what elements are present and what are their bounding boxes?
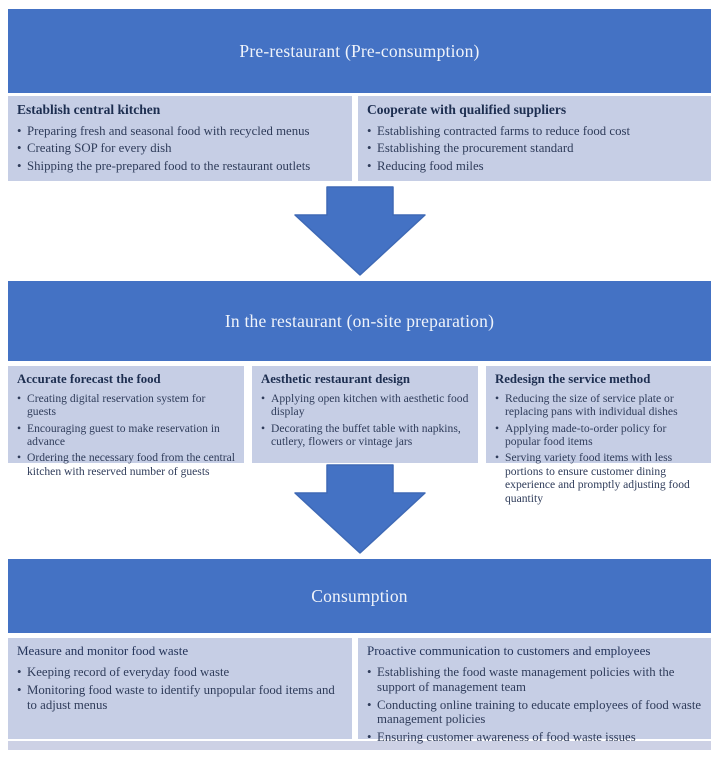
bullet-item: • Reducing the size of service plate or replacing pans with individual dishes xyxy=(495,392,703,419)
bullet-list xyxy=(367,665,703,745)
bullet-list xyxy=(367,124,703,175)
bullet-item: • Establishing contracted farms to reduce food cost xyxy=(367,124,703,139)
bullet-list xyxy=(17,392,236,479)
bullet-item: • Creating digital reservation system for guests xyxy=(17,392,236,419)
bullet-item: • Applying open kitchen with aesthetic food display xyxy=(261,392,470,419)
bullet-list xyxy=(17,124,344,175)
strategy-box-accurate-forecast xyxy=(8,366,244,478)
box-heading: Establish central kitchen xyxy=(17,102,161,117)
strategy-box-measure-monitor xyxy=(8,638,352,739)
strategy-box-redesign-service xyxy=(486,366,711,505)
box-heading: Cooperate with qualified suppliers xyxy=(367,102,567,117)
down-arrow-icon xyxy=(8,186,711,276)
bullet-item: • Monitoring food waste to identify unpopular food items and to adjust menus xyxy=(17,683,344,713)
stage-row-pre-restaurant xyxy=(8,96,711,181)
bullet-item: • Applying made-to-order policy for popular food items xyxy=(495,422,703,449)
bullet-item: • Keeping record of everyday food waste xyxy=(17,665,344,680)
strategy-box-aesthetic-design xyxy=(252,366,478,463)
bullet-list xyxy=(261,392,470,449)
strategy-box-central-kitchen xyxy=(8,96,352,181)
bullet-item: • Ensuring customer awareness of food waste issues xyxy=(367,730,703,745)
bullet-list xyxy=(495,392,703,506)
stage-title: Consumption xyxy=(311,585,408,606)
bullet-item: • Establishing the procurement standard xyxy=(367,141,703,156)
stage-row-in-restaurant xyxy=(8,366,711,505)
box-heading: Redesign the service method xyxy=(495,372,651,386)
bullet-list xyxy=(17,665,344,713)
stage-header-in-restaurant xyxy=(8,281,711,361)
bullet-item: • Shipping the pre-prepared food to the restaurant outlets xyxy=(17,159,344,174)
stage-title: Pre-restaurant (Pre-consumption) xyxy=(239,40,480,61)
bullet-item: • Preparing fresh and seasonal food with recycled menus xyxy=(17,124,344,139)
stage-header-pre-restaurant xyxy=(8,9,711,93)
bullet-item: • Establishing the food waste management policies with the support of management team xyxy=(367,665,703,695)
stage-title: In the restaurant (on-site preparation) xyxy=(224,310,495,331)
stage-header-consumption xyxy=(8,559,711,633)
strategy-box-proactive-communication xyxy=(358,638,711,745)
bullet-item: • Creating SOP for every dish xyxy=(17,141,344,156)
strategy-box-qualified-suppliers xyxy=(358,96,711,181)
bullet-item: • Conducting online training to educate employees of food waste management policies xyxy=(367,698,703,728)
bullet-item: • Encouraging guest to make reservation in advance xyxy=(17,422,236,449)
stage-row-consumption xyxy=(8,638,711,745)
bullet-item: • Serving variety food items with less portions to ensure customer dining experience and promptly adjusting food quantity xyxy=(495,451,703,505)
bullet-item: • Decorating the buffet table with napkins, cutlery, flowers or vintage jars xyxy=(261,422,470,449)
food-waste-flow-diagram xyxy=(8,9,711,750)
bullet-item: • Reducing food miles xyxy=(367,159,703,174)
bullet-item: • Ordering the necessary food from the central kitchen with reserved number of guests xyxy=(17,451,236,478)
box-heading: Accurate forecast the food xyxy=(17,372,161,386)
box-heading: Aesthetic restaurant design xyxy=(261,372,411,386)
box-heading: Proactive communication to customers and employees xyxy=(367,643,651,658)
box-heading: Measure and monitor food waste xyxy=(17,643,189,658)
